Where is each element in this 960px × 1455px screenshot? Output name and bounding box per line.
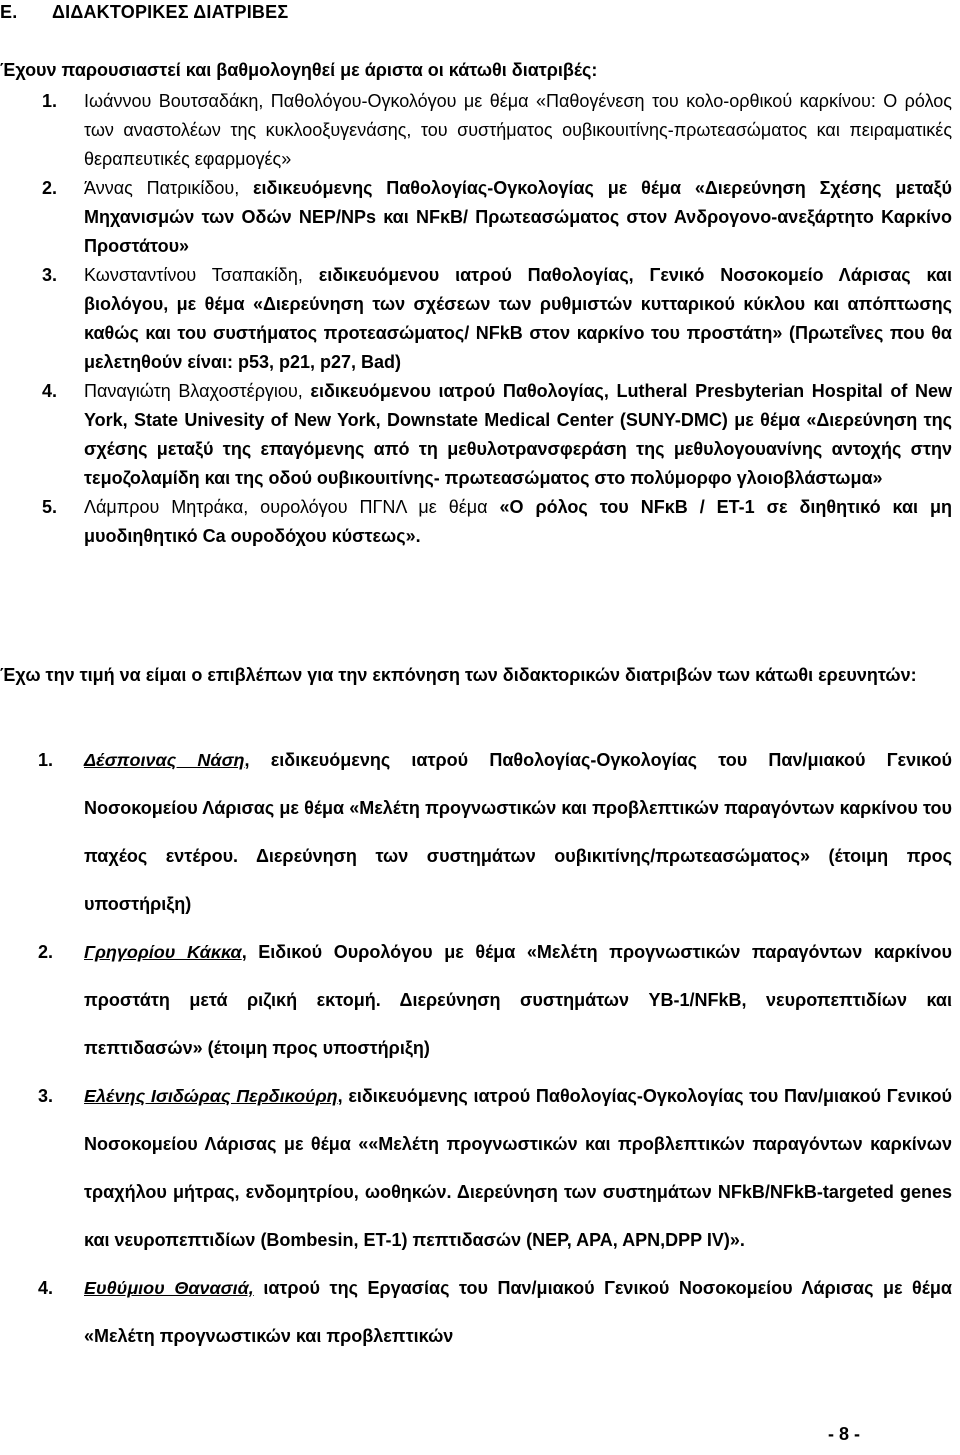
list-item: 1. Ιωάννου Βουτσαδάκη, Παθολόγου-Ογκολόγου με θέμα «Παθογένεση του κολο-ορθικού καρκίνου: Ο ρόλος των αναστολέων της κυκλοοξυγενάσης, του συστήματος ουβικουιτίνης-πρωτεασώματος και πειραματικές θεραπευτικές εφαρμογές»: [42, 91, 952, 169]
list-item: 2. Γρηγορίου Κάκκα, Ειδικού Ουρολόγου με θέμα «Μελέτη προγνωστικών παραγόντων καρκίνου προστάτη μετά ριζική εκτομή. Διερεύνηση συστημάτων YB-1/NFkB, νευροπεπτιδίων και πεπτιδασών» (έτοιμη προς υποστήριξη): [38, 942, 952, 1058]
researcher-name: Γρηγορίου Κάκκα: [84, 942, 242, 962]
list-item: 1. Δέσποινας Νάση, ειδικευόμενης ιατρού Παθολογίας-Ογκολογίας του Παν/μιακού Γενικού Νοσοκομείου Λάρισας με θέμα «Μελέτη προγνωστικών και προβλεπτικών παραγόντων καρκίνου του παχέος εντέρου. Διερεύνηση των συστημάτων ουβικιτίνης/πρωτεασώματος» (έτοιμη προς υποστήριξη): [38, 750, 952, 914]
supervised-theses-list: [0, 736, 960, 1360]
section-title: ΔΙΔΑΚΤΟΡΙΚΕΣ ΔΙΑΤΡΙΒΕΣ: [52, 2, 289, 22]
part1-intro: Έχουν παρουσιαστεί και βαθμολογηθεί με άριστα οι κάτωθι διατριβές:: [0, 60, 598, 80]
list-item: 3. Κωνσταντίνου Τσαπακίδη, ειδικευόμενου ιατρού Παθολογίας, Γενικό Νοσοκομείο Λάρισας και βιολόγου, με θέμα «Διερεύνηση των σχέσεων των ρυθμιστών κυτταρικού κύκλου και απόπτωσης καθώς και του συστήματος προτεασώματος/ NFkB στον καρκίνο του προστάτη» (Πρωτεΐνες που θα μελετηθούν είναι: p53, p21, p27, Bad): [42, 265, 952, 372]
page-number: - 8 -: [827, 1424, 860, 1444]
list-item: 4. Ευθύμιου Θανασιά, ιατρού της Εργασίας του Παν/μιακού Γενικού Νοσοκομείου Λάρισας με θέμα «Μελέτη προγνωστικών και προβλεπτικών: [38, 1278, 952, 1346]
researcher-name: Ευθύμιου Θανασιά,: [84, 1278, 254, 1298]
list-item: 2. Άννας Πατρικίδου, ειδικευόμενης Παθολογίας-Ογκολογίας με θέμα «Διερεύνηση Σχέσης μεταξύ Μηχανισμών των Οδών NEP/NPs και NFκB/ Πρωτεασώματος στον Ανδρογονο-ανεξάρτητο Καρκίνο Προστάτου»: [42, 178, 952, 256]
researcher-name: Δέσποινας Νάση: [84, 750, 245, 770]
researcher-name: Ελένης Ισιδώρας Περδικούρη: [84, 1086, 338, 1106]
list-item: 5. Λάμπρου Μητράκα, ουρολόγου ΠΓΝΛ με θέμα «Ο ρόλος του NFκB / ET-1 σε διηθητικό και μη μυοδιηθητικό Ca ουροδόχου κύστεως».: [42, 497, 952, 546]
list-item: 3. Ελένης Ισιδώρας Περδικούρη, ειδικευόμενης ιατρού Παθολογίας-Ογκολογίας του Παν/μιακού Γενικού Νοσοκομείου Λάρισας με θέμα ««Μελέτη προγνωστικών και προβλεπτικών παραγόντων καρκίνων τραχήλου μήτρας, ενδομητρίου, ωοθηκών. Διερεύνηση των συστημάτων NFkB/NFkB-targeted genes και νευροπεπτιδίων (Bombesin, ET-1) πεπτιδασών (NEP, APA, APN,DPP IV)».: [38, 1086, 952, 1250]
list-item: 4. Παναγιώτη Βλαχοστέργιου, ειδικευόμενου ιατρού Παθολογίας, Lutheral Presbyterian Hospital of New York, State Univesity of New York, Downstate Medical Center (SUNY-DMC) με θέμα «Διερεύνηση της σχέσης μεταξύ της επαγόμενης από τη μεθυλοτρανσφεράση της μεθυλογουανίνης αντοχής στην τεμοζολαμίδη και της οδού ουβικουιτίνης- πρωτεασώματος στο πολύμορφο γλοιοβλάστωμα»: [42, 381, 952, 488]
completed-theses-list: [0, 87, 960, 551]
section-number: Ε.: [0, 2, 18, 22]
part2-intro: Έχω την τιμή να είμαι ο επιβλέπων για την εκπόνηση των διδακτορικών διατριβών των κάτωθι ερευνητών:: [0, 665, 917, 685]
section-heading: [0, 2, 288, 23]
